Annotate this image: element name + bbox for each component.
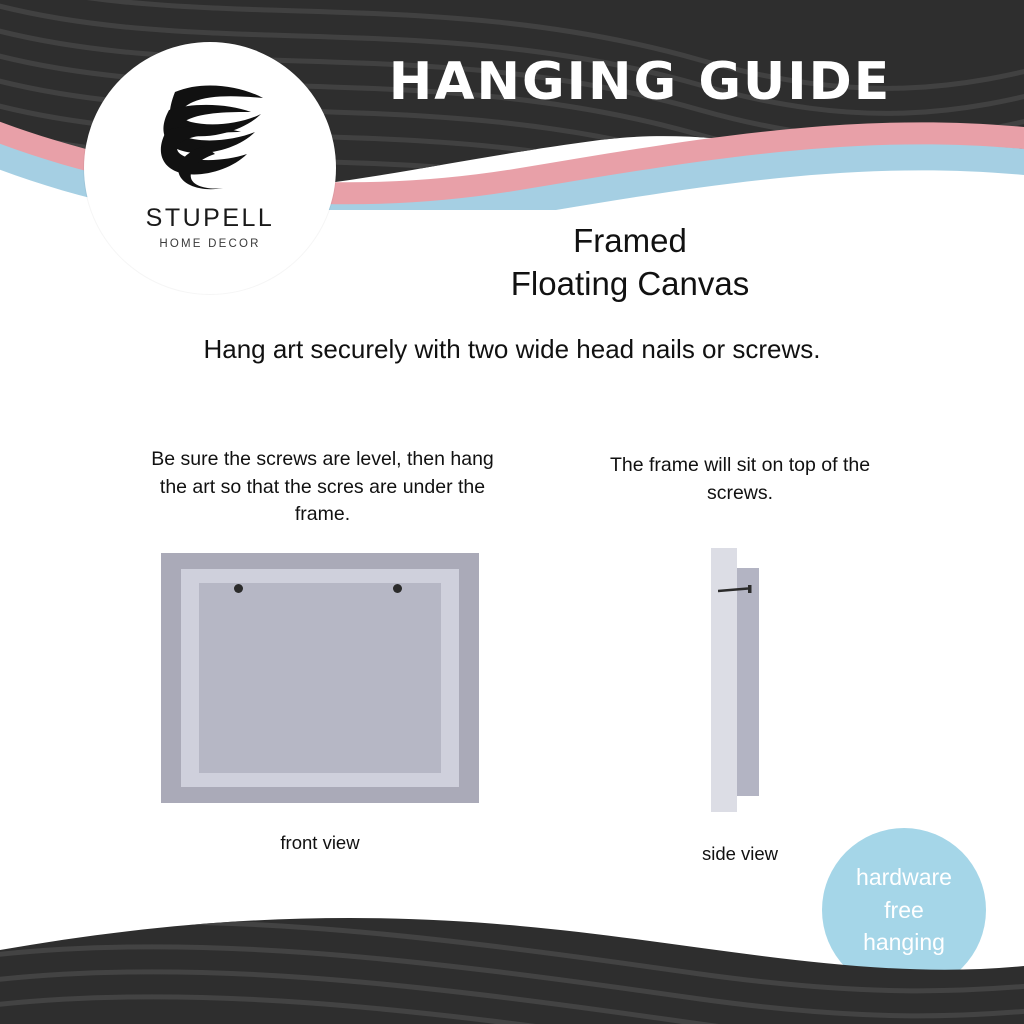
brand-tagline: HOME DECOR	[159, 238, 261, 250]
product-title-line1: Framed	[573, 222, 687, 259]
badge-line-3: hanging	[863, 929, 945, 956]
main-instruction: Hang art securely with two wide head nails or screws.	[203, 334, 821, 364]
badge-line-1: hardware	[856, 864, 952, 891]
front-view-diagram	[161, 553, 479, 803]
front-view-artwork	[199, 583, 441, 773]
front-view-caption: Be sure the screws are level, then hang the art so that the scres are under the frame.	[151, 448, 494, 526]
side-view-frame	[737, 568, 759, 796]
side-view-label: side view	[701, 843, 779, 864]
side-view-caption: The frame will sit on top of the screws.	[609, 454, 871, 504]
stupell-swoosh-icon	[145, 80, 275, 200]
screw-side-icon	[718, 585, 756, 595]
brand-logo-badge	[84, 42, 336, 294]
product-title-line2: Floating Canvas	[510, 264, 750, 302]
badge-line-2: free	[884, 896, 924, 923]
brand-name: STUPELL	[145, 204, 275, 232]
screw-marker-right	[393, 584, 402, 593]
screw-marker-left	[234, 584, 243, 593]
product-title	[330, 220, 930, 306]
page-title: HANGING GUIDE	[388, 52, 892, 112]
bottom-decorative-band	[0, 904, 1024, 1024]
front-view-mat	[181, 569, 459, 787]
front-view-label: front view	[280, 832, 360, 853]
